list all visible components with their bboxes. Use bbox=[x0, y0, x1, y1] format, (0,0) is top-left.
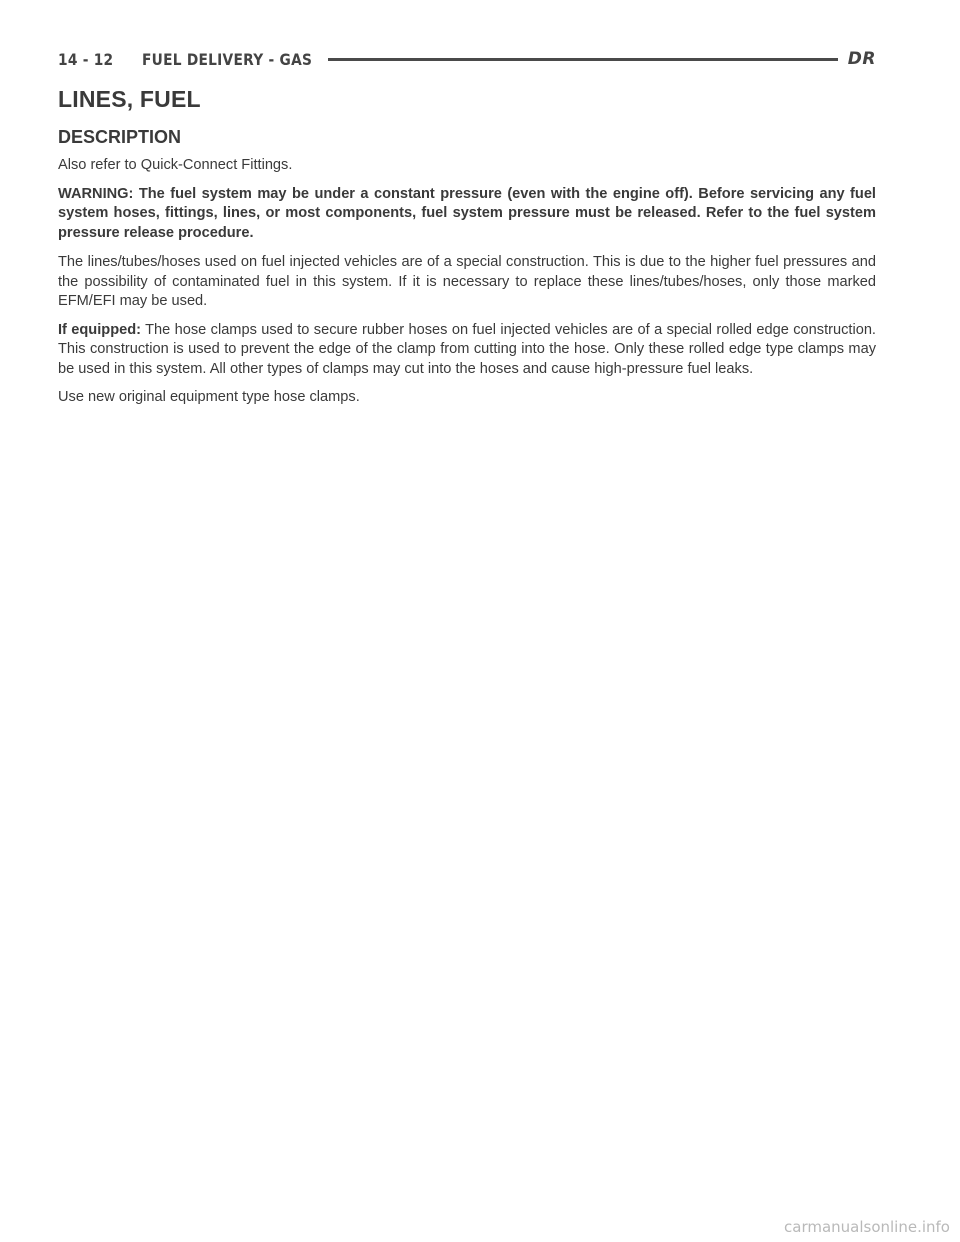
clamps-paragraph bbox=[58, 321, 876, 380]
intro-paragraph: Also refer to Quick-Connect Fittings. bbox=[58, 157, 293, 173]
clamps-paragraph-text: The hose clamps used to secure rubber hoses on fuel injected vehicles are of a special rolled edge construction. This construction is used to prevent the edge of the clamp from cutting into the hose. Only these rolled edge type clamps may be used in this system. All other types of clamps may cut into the hoses and cause high-pressure fuel leaks. bbox=[58, 321, 876, 377]
header-section-title: FUEL DELIVERY - GAS bbox=[142, 49, 313, 69]
section-heading-description: DESCRIPTION bbox=[58, 127, 182, 147]
page-header bbox=[58, 46, 876, 72]
if-equipped-label: If equipped: bbox=[58, 321, 142, 338]
header-page-number: 14 - 12 bbox=[58, 49, 114, 69]
lines-paragraph: The lines/tubes/hoses used on fuel injected vehicles are of a special construction. This is due to the higher fuel pressures and the possibility of contaminated fuel in this system. If it is necessary to replace these lines/tubes/hoses, only those marked EFM/EFI may be used. bbox=[58, 254, 876, 309]
warning-paragraph: WARNING: The fuel system may be under a constant pressure (even with the engine off). Before servicing any fuel system hoses, fittings, lines, or most components, fuel system pressure must be released. Refer to the fuel system pressure release procedure. bbox=[58, 185, 876, 241]
page-content bbox=[58, 86, 876, 417]
header-model-code: DR bbox=[847, 49, 876, 69]
hose-clamps-paragraph: Use new original equipment type hose clamps. bbox=[58, 389, 360, 405]
footer-watermark: carmanualsonline.info bbox=[784, 1218, 950, 1236]
page-title: LINES, FUEL bbox=[58, 86, 201, 112]
header-rule bbox=[328, 58, 838, 61]
